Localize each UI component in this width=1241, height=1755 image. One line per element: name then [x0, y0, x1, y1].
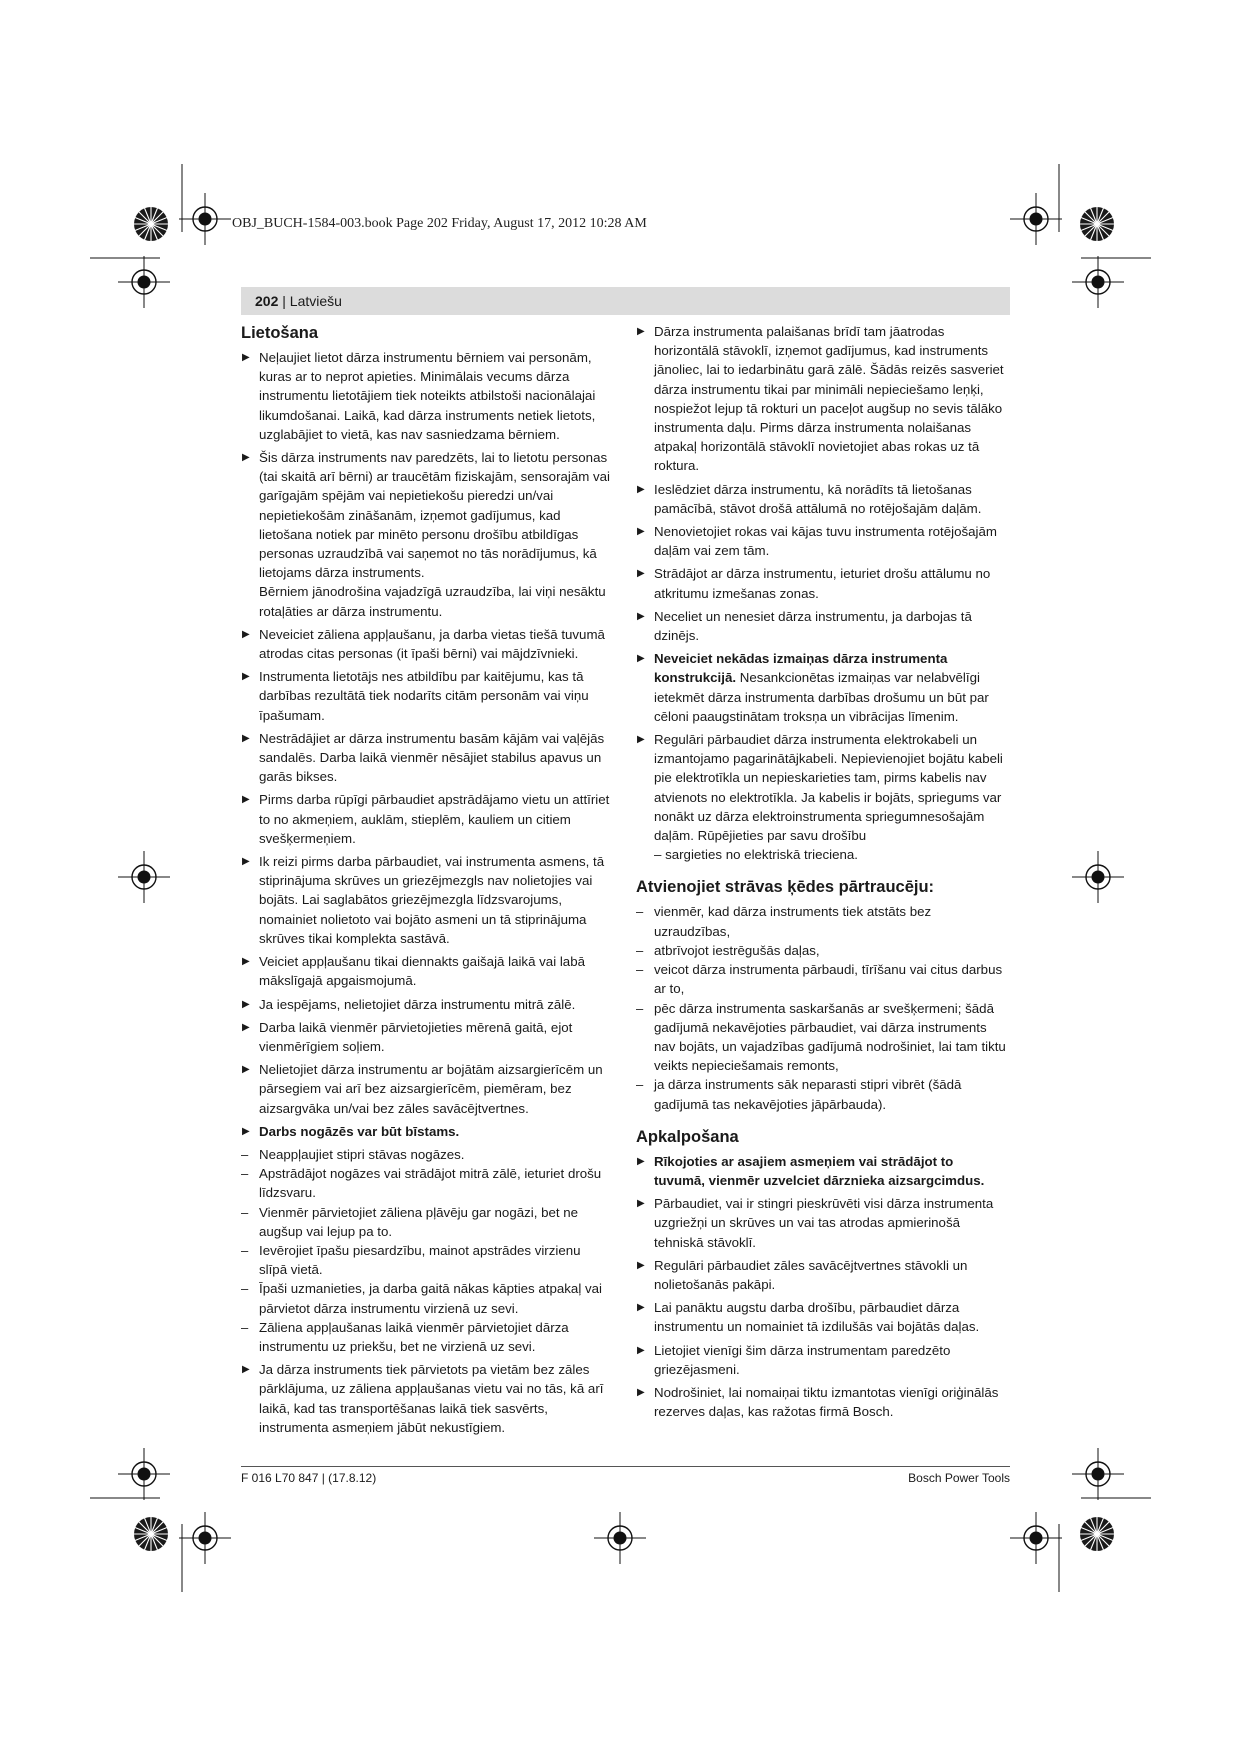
slope-list-item: – Vienmēr pārvietojiet zāliena pļāvēju gar nogāzi, bet ne augšup vai lejup pa to.	[241, 1203, 611, 1241]
list-item: ▶ Instrumenta lietotājs nes atbildību par kaitējumu, kas tā darbības rezultātā tiek nodarīts citām personām vai viņu īpašumam.	[241, 667, 611, 725]
registration-mark-right-lower	[1072, 1448, 1124, 1500]
list-item	[636, 649, 1006, 726]
list-item: ▶ Neveiciet zāliena appļaušanu, ja darba vietas tiešā tuvumā atrodas citas personas (it īpaši bērni) vai mājdzīvnieki.	[241, 625, 611, 663]
registration-mark-right-middle	[1072, 851, 1124, 903]
left-column	[241, 322, 611, 1441]
registration-mark-right-upper	[1072, 256, 1124, 308]
registration-mark-top-right	[1010, 193, 1062, 245]
star-target-top-right	[1080, 207, 1114, 241]
registration-mark-left-middle	[118, 851, 170, 903]
section-heading-usage: Lietošana	[241, 324, 319, 342]
list-item: ▶ Lai panāktu augstu darba drošību, pārbaudiet dārza instrumentu un nomainiet tā izdilušās vai bojātās daļas.	[636, 1298, 1006, 1336]
list-item: ▶ Ieslēdziet dārza instrumentu, kā norādīts tā lietošanas pamācībā, stāvot drošā attālumā no rotējošajām daļām.	[636, 480, 1006, 518]
list-item-warning: ▶ Rīkojoties ar asajiem asmeņiem vai strādājot to tuvumā, vienmēr uzvelciet dārznieka aizsargcimdus.	[636, 1152, 1006, 1190]
list-item: ▶ Neceliet un nenesiet dārza instrumentu, ja darbojas tā dzinējs.	[636, 607, 1006, 645]
registration-mark-top-left	[179, 193, 231, 245]
section-heading-disconnect: Atvienojiet strāvas ķēdes pārtraucēju:	[636, 878, 935, 897]
list-item-text: Regulāri pārbaudiet dārza instrumenta elektrokabeli un izmantojamo pagarinātājkabeli. Nepievienojiet bojātu kabeli pie elektrotīkla un nepieskarieties tam, pirms kabelis nav atvienots no elektrotīkla. Ja kabelis ir bojāts, spriegums var nonākt uz dārza elektroinstrumenta spriegumnesošajām daļām. Rūpējieties par savu drošību	[654, 732, 1003, 844]
list-item: ▶ Ja dārza instruments tiek pārvietots pa vietām bez zāles pārklājuma, uz zāliena appļaušanas vietu vai no tās, kā arī laikā, kad tas transportēšanas laikā tiek sasvērts, instrumenta asmeņiem jābūt nekustīgiem.	[241, 1360, 611, 1437]
list-item-text: Šis dārza instruments nav paredzēts, lai to lietotu personas (tai skaitā arī bērni) ar traucētām fiziskajām, sensorajām vai garīgajām spējām vai nepietiekošu pieredzi un/vai nepietiekošām zināšanām, izņemot gadījumus, kad lietošana notiek par minēto personu drošību atbildīgas personas uzraudzībā vai saņemot no tās norādījumus, kā lietojams dārza instruments.	[259, 450, 611, 581]
footer-brand: Bosch Power Tools	[908, 1471, 1010, 1485]
disconnect-list-item: – pēc dārza instrumenta saskaršanās ar svešķermeni; šādā gadījumā nekavējoties pārbaudiet, vai dārza instruments nav bojāts, un vajadzības gadījumā nodrošiniet, lai tam tiktu veikts nepieciešamais remonts,	[636, 999, 1006, 1076]
slope-list-item: – Ievērojiet īpašu piesardzību, mainot apstrādes virzienu slīpā vietā.	[241, 1241, 611, 1279]
usage-list-continued	[636, 322, 1006, 864]
right-column	[636, 322, 1006, 1425]
list-item: ▶ Dārza instrumenta palaišanas brīdī tam jāatrodas horizontālā stāvoklī, izņemot gadījumus, kad instruments jānoliec, lai to iedarbinātu garā zālē. Šādās reizēs sasveriet dārza instrumentu tikai par minimāli nepieciešamo leņķi, nospiežot lejup tā rokturi un paceļot augšup no sevis tālāko instrumenta daļu. Pirms dārza instrumenta nolaišanas atpakaļ horizontālā stāvoklī novietojiet abas rokas uz tā roktura.	[636, 322, 1006, 476]
header-separator: |	[278, 293, 290, 309]
registration-mark-bottom-center	[594, 1512, 646, 1564]
list-item: ▶ Ik reizi pirms darba pārbaudiet, vai instrumenta asmens, tā stiprinājuma skrūves un griezējmezgls nav nolietojies vai bojāts. Lai saglabātos griezējmezgla līdzsvarojums, nomainiet nolietoto vai bojāto asmeni un tā stiprinājuma skrūves tikai komplekta sastāvā.	[241, 852, 611, 948]
disconnect-list	[636, 902, 1006, 1113]
star-target-top-left	[134, 207, 168, 241]
disconnect-list-item: – ja dārza instruments sāk neparasti stipri vibrēt (šādā gadījumā tas nekavējoties jāpārbauda).	[636, 1075, 1006, 1113]
registration-mark-bottom-right	[1010, 1512, 1062, 1564]
list-item-text: Nesankcionētas izmaiņas var nelabvēlīgi ietekmēt dārza instrumenta darbības drošumu un būt par cēloni paaugstinātam troksņa un vibrācijas līmenim.	[654, 670, 989, 724]
footer-document-code: F 016 L70 847 | (17.8.12)	[241, 1471, 377, 1485]
disconnect-list-item: – atbrīvojot iestrēgušās daļas,	[636, 941, 1006, 960]
page-number: 202	[255, 293, 279, 309]
list-item: ▶ Strādājot ar dārza instrumentu, ieturiet drošu attālumu no atkritumu izmešanas zonas.	[636, 564, 1006, 602]
slope-list-item: – Neappļaujiet stipri stāvas nogāzes.	[241, 1145, 611, 1164]
disconnect-list-item: – veicot dārza instrumenta pārbaudi, tīrīšanu vai citus darbus ar to,	[636, 960, 1006, 998]
usage-list	[241, 348, 611, 1437]
slope-list-item: – Īpaši uzmanieties, ja darba gaitā nākas kāpties atpakaļ vai pārvietot dārza instrumentu virzienā uz sevi.	[241, 1279, 611, 1317]
list-item: ▶ Nodrošiniet, lai nomaiņai tiktu izmantotas vienīgi oriģinālās rezerves daļas, kas ražotas firmā Bosch.	[636, 1383, 1006, 1421]
list-item: ▶ Ja iespējams, nelietojiet dārza instrumentu mitrā zālē.	[241, 995, 611, 1014]
registration-mark-left-upper	[118, 256, 170, 308]
slope-list-item: – Apstrādājot nogāzes vai strādājot mitrā zālē, ieturiet drošu līdzsvaru.	[241, 1164, 611, 1202]
slope-list-item: – Zāliena appļaušanas laikā vienmēr pārvietojiet dārza instrumentu uz priekšu, bet ne virzienā uz sevi.	[241, 1318, 611, 1356]
page-header	[241, 287, 1010, 315]
service-list	[636, 1152, 1006, 1422]
list-item: ▶ Pirms darba rūpīgi pārbaudiet apstrādājamo vietu un attīriet to no akmeņiem, auklām, stieplēm, kauliem un citiem svešķermeņiem.	[241, 790, 611, 848]
disconnect-list-item: – vienmēr, kad dārza instruments tiek atstāts bez uzraudzības,	[636, 902, 1006, 940]
list-item-note: Bērniem jānodrošina vajadzīgā uzraudzība, lai viņi nesāktu rotaļāties ar dārza instrumentu.	[259, 584, 606, 619]
star-target-bottom-left	[134, 1517, 168, 1551]
section-heading-service: Apkalpošana	[636, 1127, 739, 1146]
list-item: ▶ Regulāri pārbaudiet zāles savācējtvertnes stāvokli un nolietošanās pakāpi.	[636, 1256, 1006, 1294]
star-target-bottom-right	[1080, 1517, 1114, 1551]
list-item: ▶ Nelietojiet dārza instrumentu ar bojātām aizsargierīcēm un pārsegiem vai arī bez aizsargierīcēm, piemēram, bez aizsargvāka un/vai bez zāles savācējtvertnes.	[241, 1060, 611, 1118]
header-language: Latviešu	[289, 293, 342, 309]
footer-rule	[241, 1466, 1010, 1467]
list-item: ▶ Neļaujiet lietot dārza instrumentu bērniem vai personām, kuras ar to neprot apieties. Minimālais vecums dārza instrumentu lietotājiem tiek noteikts atbilstoši nacionālajai likumdošanai. Laikā, kad dārza instruments netiek lietots, uzglabājiet to vietā, kas nav sasniedzama bērniem.	[241, 348, 611, 444]
list-item: ▶ Darba laikā vienmēr pārvietojieties mērenā gaitā, ejot vienmērīgiem soļiem.	[241, 1018, 611, 1056]
list-item	[241, 448, 611, 621]
list-item: ▶ Pārbaudiet, vai ir stingri pieskrūvēti visi dārza instrumenta uzgriežņi un skrūves un vai tas atrodas apmierinošā tehniskā stāvoklī.	[636, 1194, 1006, 1252]
list-item-bold-lead: Neveiciet nekādas izmaiņas dārza instrumenta konstrukcijā.	[654, 651, 948, 686]
list-item: ▶ Lietojiet vienīgi šim dārza instrumentam paredzēto griezējasmeni.	[636, 1341, 1006, 1379]
list-item	[636, 730, 1006, 864]
list-item: ▶ Veiciet appļaušanu tikai diennakts gaišajā laikā vai labā mākslīgajā apgaismojumā.	[241, 952, 611, 990]
list-item-subline: – sargieties no elektriskā trieciena.	[654, 847, 858, 863]
registration-mark-bottom-left	[179, 1512, 231, 1564]
registration-mark-left-lower	[118, 1448, 170, 1500]
list-item: ▶ Nenovietojiet rokas vai kājas tuvu instrumenta rotējošajām daļām vai zem tām.	[636, 522, 1006, 560]
list-item-warning: ▶ Darbs nogāzēs var būt bīstams.	[241, 1122, 611, 1141]
print-job-info: OBJ_BUCH-1584-003.book Page 202 Friday, August 17, 2012 10:28 AM	[232, 216, 647, 231]
list-item: ▶ Nestrādājiet ar dārza instrumentu basām kājām vai vaļējās sandalēs. Darba laikā vienmēr nēsājiet stabilus apavus un garās bikses.	[241, 729, 611, 787]
